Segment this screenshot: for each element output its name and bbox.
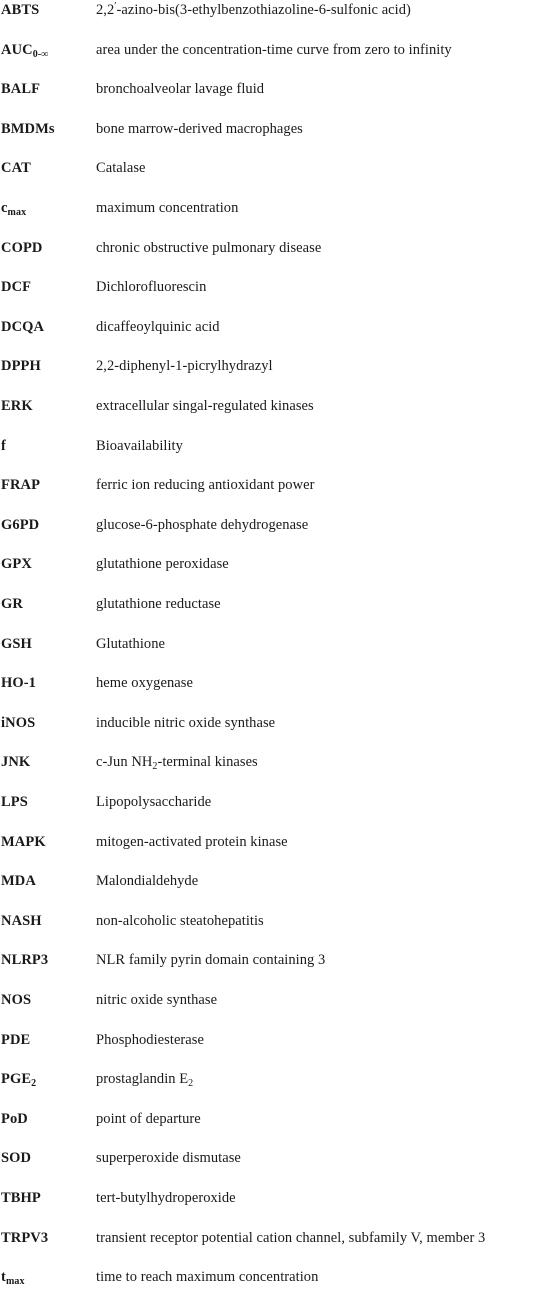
abbreviation-definition: area under the concentration-time curve from zero to infinity — [96, 41, 452, 58]
abbreviation-term: PoD — [1, 1110, 28, 1127]
text-part: AUC — [1, 41, 33, 58]
abbreviation-definition: Bioavailability — [96, 437, 183, 454]
abbreviation-term: BALF — [1, 81, 41, 98]
abbreviation-term: SOD — [1, 1150, 32, 1167]
abbreviation-row — [0, 671, 558, 695]
subscript: 2 — [31, 1078, 37, 1090]
abbreviation-row — [0, 869, 558, 893]
abbreviation-row — [0, 948, 558, 972]
abbreviation-definition: chronic obstructive pulmonary disease — [96, 239, 322, 256]
abbreviation-row — [0, 552, 558, 576]
abbreviation-row — [0, 473, 558, 497]
abbreviation-definition: Catalase — [96, 160, 146, 177]
abbreviation-definition: glucose-6-phosphate dehydrogenase — [96, 516, 309, 533]
abbreviation-definition: nitric oxide synthase — [96, 992, 218, 1008]
abbreviation-definition: tert-butylhydroperoxide — [96, 1190, 236, 1206]
abbreviation-row — [0, 354, 558, 378]
abbreviation-definition — [96, 1067, 193, 1091]
abbreviation-row — [0, 1146, 558, 1170]
text-part: PGE — [1, 1071, 32, 1088]
subscript: max — [5, 1276, 25, 1288]
abbreviation-term: GPX — [1, 556, 32, 573]
abbreviation-definition: Lipopolysaccharide — [96, 794, 212, 810]
subscript: max — [7, 207, 27, 218]
text-part: c-Jun NH — [96, 754, 153, 771]
abbreviation-term: f — [1, 437, 6, 454]
abbreviation-definition — [96, 750, 258, 774]
abbreviation-row — [0, 1226, 558, 1250]
text-part: c — [1, 200, 8, 216]
abbreviation-term: NLRP3 — [1, 952, 49, 969]
abbreviation-definition: glutathione reductase — [96, 596, 221, 612]
abbreviation-row — [0, 77, 558, 101]
abbreviation-row — [0, 38, 558, 62]
abbreviation-term: G6PD — [1, 516, 40, 533]
abbreviation-definition — [96, 0, 411, 22]
abbreviation-term: ERK — [1, 398, 33, 414]
text-part: -terminal kinases — [157, 754, 258, 771]
text-part: 2,2 — [96, 2, 115, 18]
abbreviation-definition: ferric ion reducing antioxidant power — [96, 477, 315, 494]
abbreviation-row — [0, 156, 558, 180]
subscript: 2 — [188, 1078, 194, 1090]
abbreviation-row — [0, 1028, 558, 1052]
abbreviation-term: CAT — [1, 160, 31, 177]
abbreviation-row — [0, 1265, 558, 1289]
abbreviation-row — [0, 236, 558, 260]
abbreviation-term — [1, 196, 26, 220]
abbreviation-definition: bone marrow-derived macrophages — [96, 120, 303, 137]
abbreviation-term — [1, 38, 48, 62]
abbreviation-term: TRPV3 — [1, 1229, 49, 1246]
subscript: 0-∞ — [32, 48, 49, 60]
abbreviation-definition: point of departure — [96, 1110, 201, 1127]
abbreviation-row — [0, 909, 558, 933]
abbreviation-row — [0, 0, 558, 22]
abbreviation-term: FRAP — [1, 477, 41, 494]
abbreviation-definition: bronchoalveolar lavage fluid — [96, 81, 265, 98]
abbreviation-row — [0, 632, 558, 656]
abbreviation-term: MDA — [1, 873, 36, 890]
abbreviation-row — [0, 988, 558, 1012]
abbreviation-definition: superperoxide dismutase — [96, 1150, 241, 1167]
abbreviation-row — [0, 592, 558, 616]
abbreviation-term: LPS — [1, 794, 28, 810]
abbreviation-row — [0, 275, 558, 299]
subscript: 2 — [152, 761, 158, 773]
abbreviation-row — [0, 196, 558, 220]
abbreviation-row — [0, 513, 558, 537]
abbreviation-term: TBHP — [1, 1190, 41, 1206]
abbreviation-definition: time to reach maximum concentration — [96, 1269, 319, 1286]
abbreviation-definition: heme oxygenase — [96, 675, 193, 692]
abbreviation-row — [0, 790, 558, 814]
abbreviation-row — [0, 117, 558, 141]
abbreviation-definition: Glutathione — [96, 635, 166, 652]
abbreviation-definition: extracellular singal-regulated kinases — [96, 398, 314, 414]
abbreviation-term — [1, 1067, 36, 1091]
abbreviation-term: DCQA — [1, 318, 45, 335]
abbreviation-definition: glutathione peroxidase — [96, 556, 229, 573]
abbreviation-term: ABTS — [1, 2, 40, 18]
abbreviation-definition: 2,2-diphenyl-1-picrylhydrazyl — [96, 358, 273, 375]
abbreviation-definition: transient receptor potential cation channel, subfamily V, member 3 — [96, 1229, 486, 1246]
abbreviation-term: DCF — [1, 279, 32, 296]
abbreviation-term: HO-1 — [1, 675, 37, 692]
abbreviation-term: GR — [1, 596, 23, 612]
abbreviation-definition: maximum concentration — [96, 200, 239, 216]
text-part: t — [1, 1269, 6, 1286]
abbreviation-term — [1, 1265, 25, 1289]
superscript: ′ — [114, 1, 117, 12]
abbreviation-term: iNOS — [1, 714, 36, 731]
abbreviation-term: DPPH — [1, 358, 41, 375]
abbreviation-row — [0, 1107, 558, 1131]
abbreviation-term: COPD — [1, 239, 43, 256]
abbreviation-term: MAPK — [1, 833, 46, 850]
abbreviation-row — [0, 711, 558, 735]
abbreviation-definition: Malondialdehyde — [96, 873, 199, 890]
abbreviation-term: NOS — [1, 992, 32, 1008]
abbreviation-term: GSH — [1, 635, 32, 652]
abbreviation-definition: inducible nitric oxide synthase — [96, 714, 276, 731]
abbreviation-term: PDE — [1, 1031, 31, 1048]
abbreviation-row — [0, 1186, 558, 1210]
abbreviation-term: NASH — [1, 912, 42, 929]
text-part: -azino-bis(3-ethylbenzothiazoline-6-sulfonic acid) — [116, 2, 411, 18]
abbreviation-definition: Dichlorofluorescin — [96, 279, 207, 296]
abbreviation-definition: dicaffeoylquinic acid — [96, 318, 220, 335]
abbreviation-row — [0, 830, 558, 854]
abbreviation-row — [0, 1067, 558, 1091]
abbreviation-row — [0, 394, 558, 418]
abbreviation-definition: NLR family pyrin domain containing 3 — [96, 952, 326, 969]
abbreviation-row — [0, 315, 558, 339]
text-part: prostaglandin E — [96, 1071, 189, 1088]
abbreviation-row — [0, 434, 558, 458]
abbreviation-definition: mitogen-activated protein kinase — [96, 833, 288, 850]
abbreviation-definition: non-alcoholic steatohepatitis — [96, 912, 264, 929]
abbreviation-definition: Phosphodiesterase — [96, 1031, 204, 1048]
abbreviation-term: BMDMs — [1, 120, 55, 137]
abbreviation-row — [0, 750, 558, 774]
abbreviation-term: JNK — [1, 754, 31, 771]
